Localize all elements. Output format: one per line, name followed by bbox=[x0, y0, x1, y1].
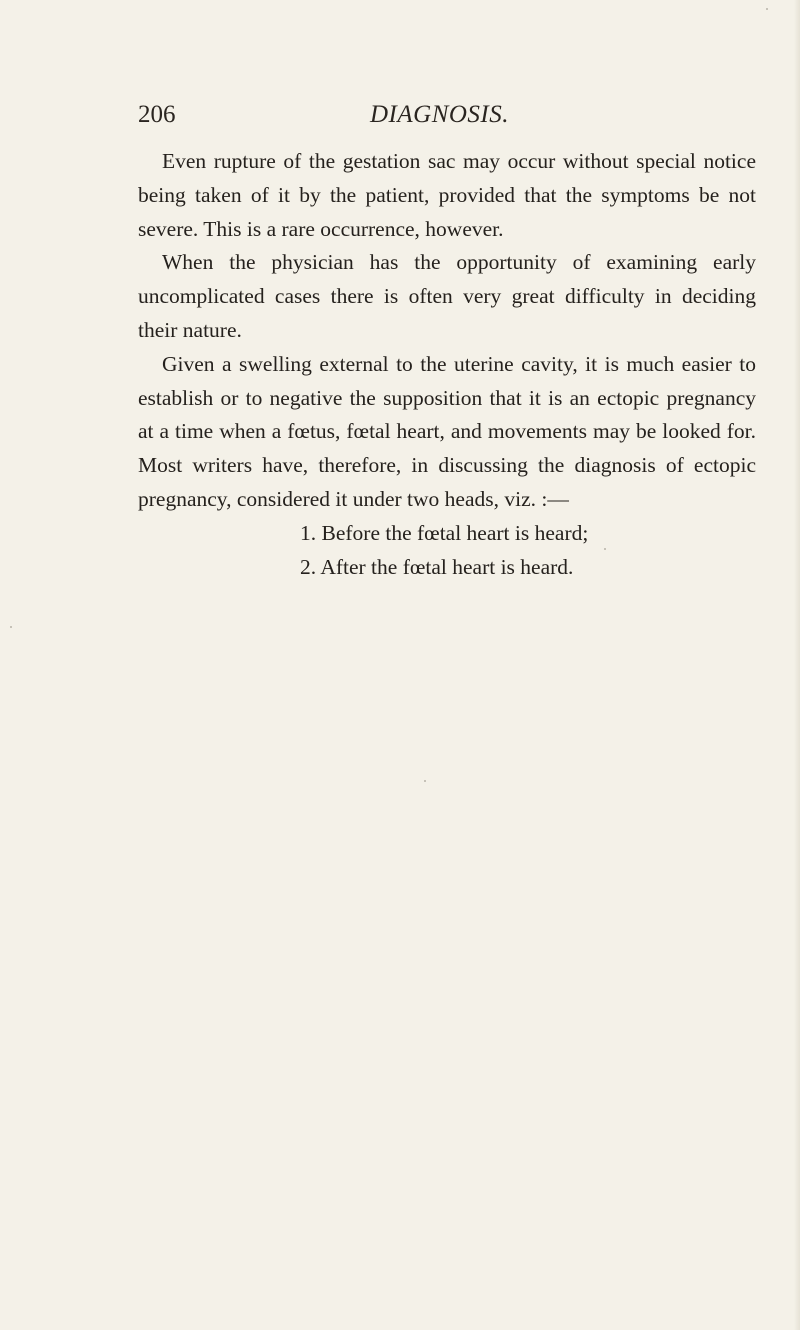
body-text bbox=[138, 145, 756, 584]
page-number: 206 bbox=[138, 101, 176, 128]
paragraph: Given a swelling external to the uterine cavity, it is much easier to establish or to negative the supposition that it is an ectopic pregnancy at a time when a fœtus, fœtal heart, and movements may be looked for. Most writers have, therefore, in discussing the diagnosis of ectopic pregnancy, considered it under two heads, viz. :— bbox=[138, 351, 756, 511]
paragraph: Even rupture of the gestation sac may occur without special notice being taken of it by the patient, provided that the symptoms be not severe. This is a rare occurrence, however. bbox=[138, 149, 756, 241]
list-item: 1. Before the fœtal heart is heard; bbox=[300, 520, 589, 545]
numbered-list bbox=[138, 517, 756, 585]
paper-speck bbox=[424, 780, 426, 782]
page-edge-shadow bbox=[794, 0, 800, 1330]
list-item: 2. After the fœtal heart is heard. bbox=[300, 554, 574, 579]
paper-speck bbox=[604, 548, 606, 550]
paper-speck bbox=[10, 626, 12, 628]
paper-speck bbox=[766, 8, 768, 10]
paragraph: When the physician has the opportunity of examining early uncomplicated cases there is often very great difficulty in deciding their nature. bbox=[138, 250, 756, 342]
page-header bbox=[138, 101, 558, 131]
running-head: DIAGNOSIS. bbox=[370, 101, 510, 128]
